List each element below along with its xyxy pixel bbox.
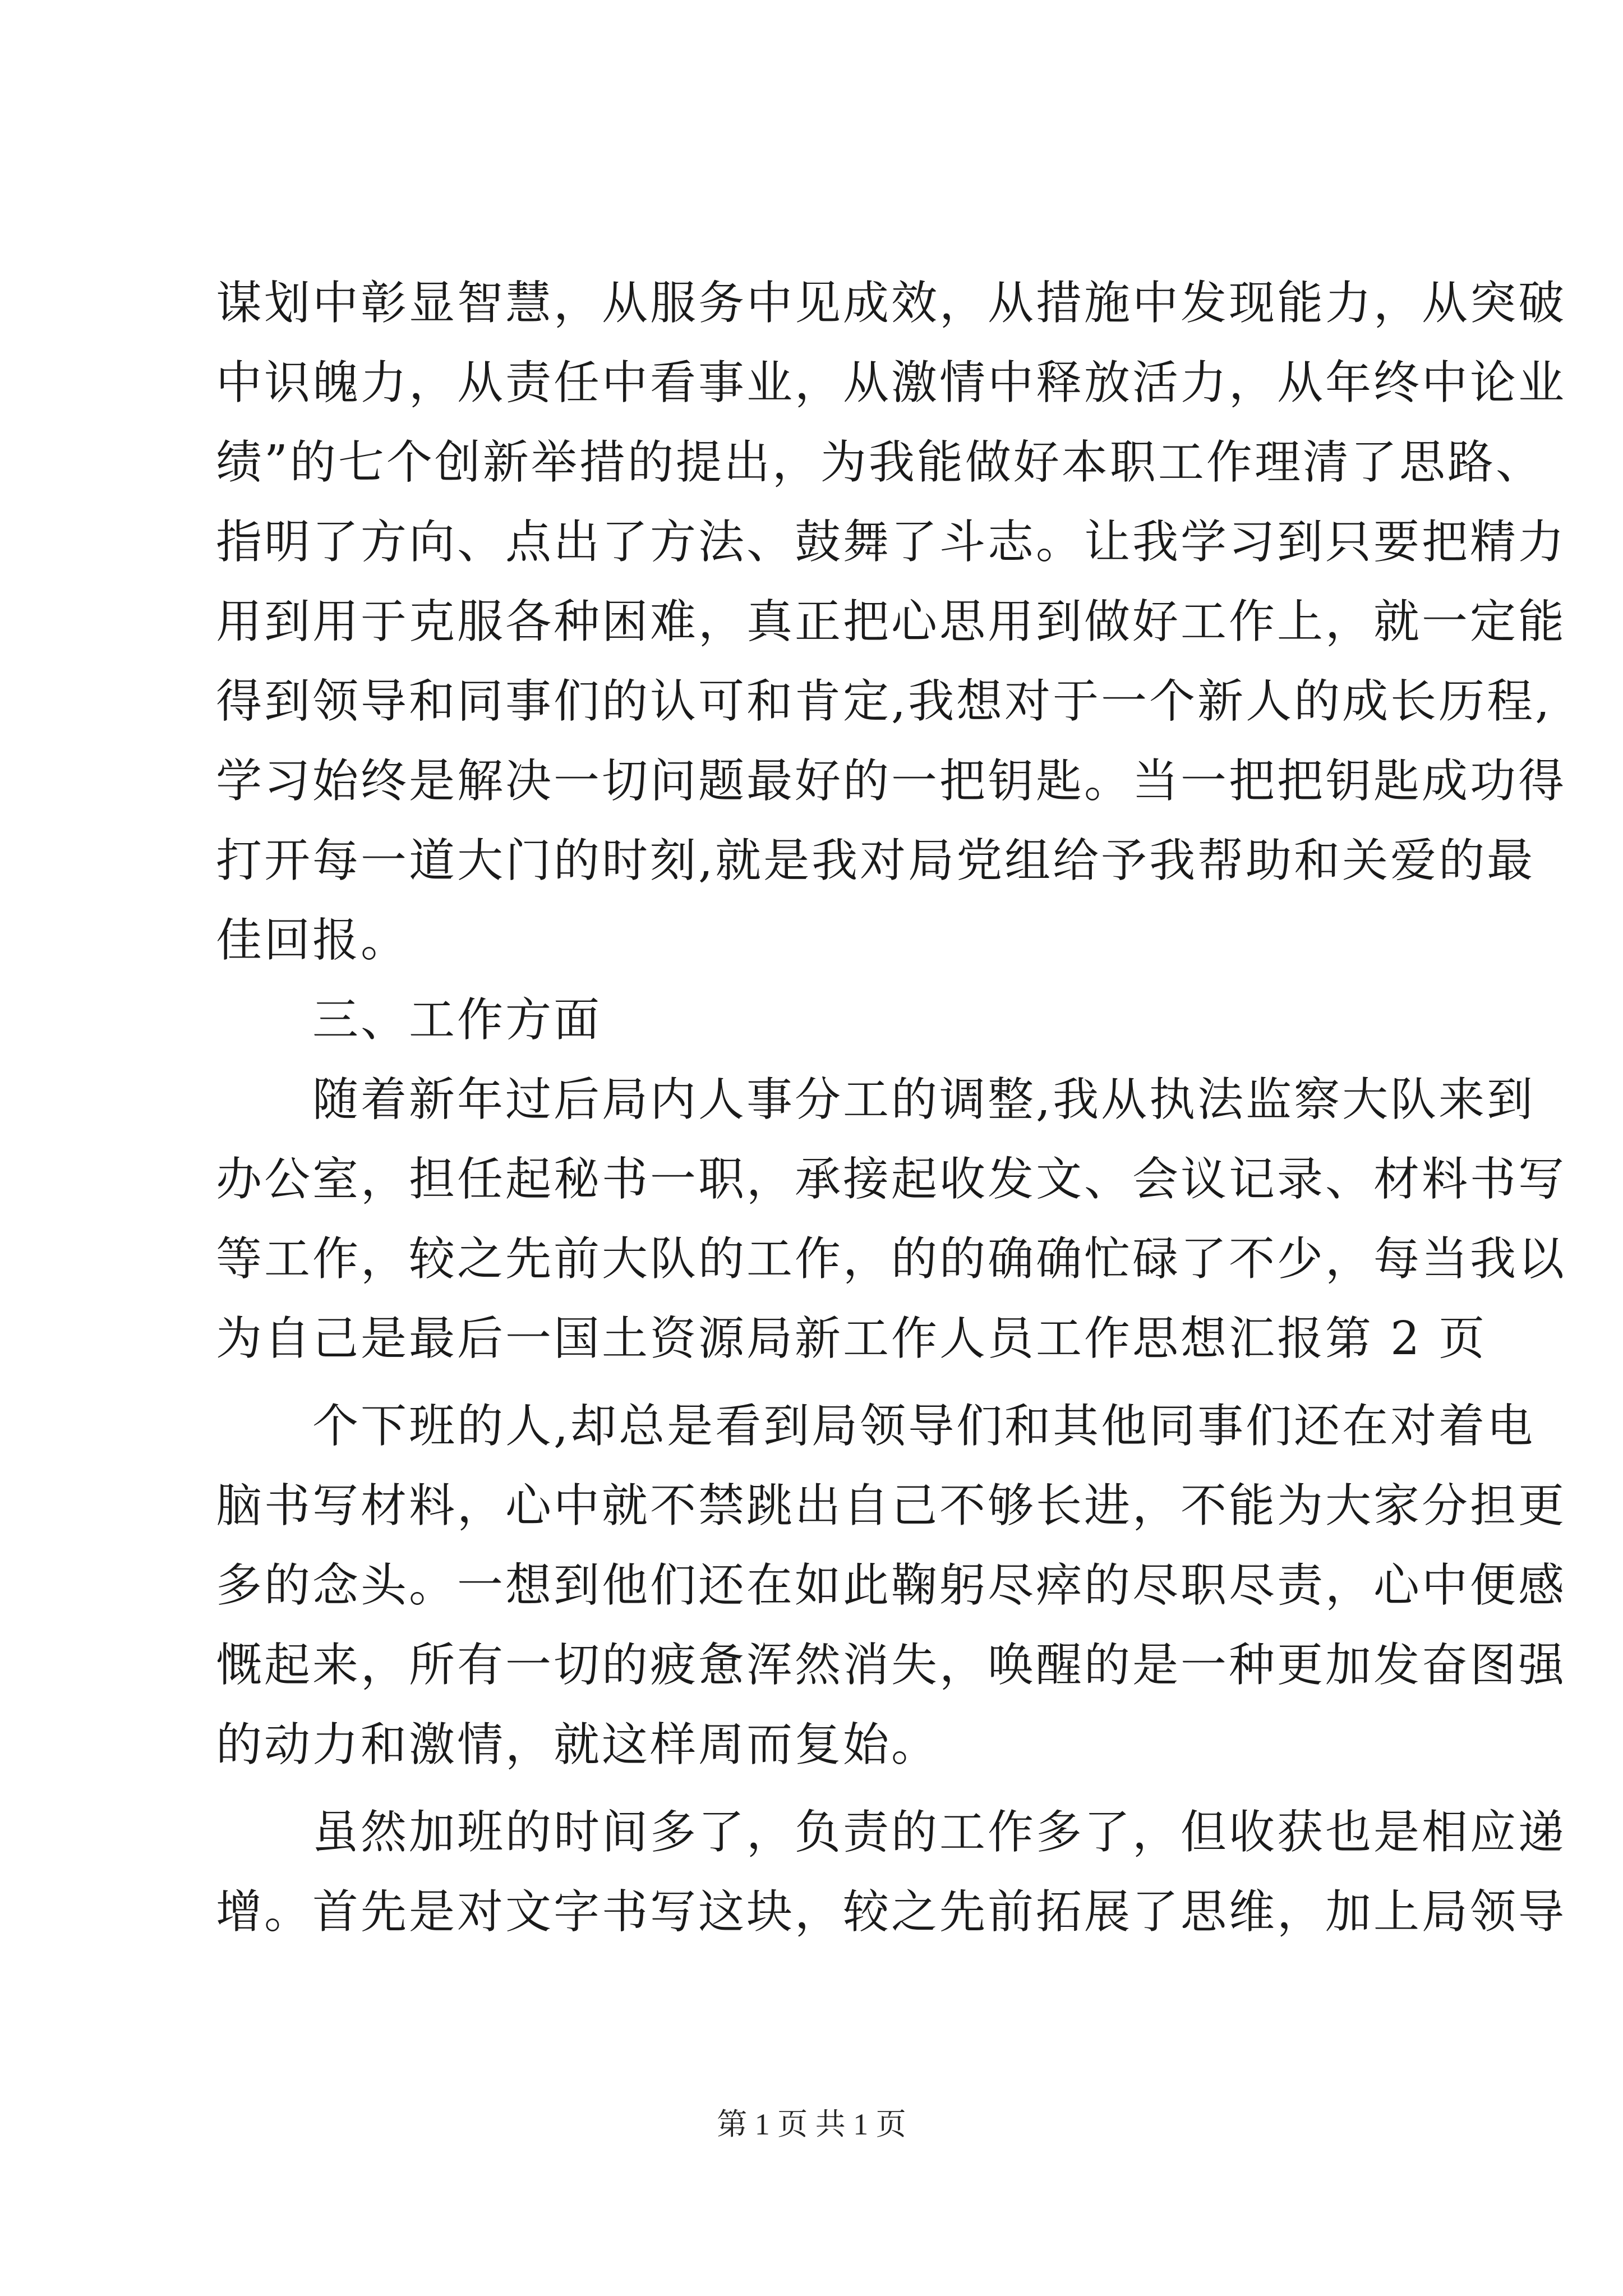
text-line: 谋划中彰显智慧，从服务中见成效，从措施中发现能力，从突破 [216,277,1567,330]
text-line: 办公室，担任起秘书一职，承接起收发文、会议记录、材料书写 [216,1153,1567,1206]
text-line: 绩”的七个创新举措的提出，为我能做好本职工作理清了思路、 [216,436,1544,489]
text-line: 佳回报。 [216,914,409,967]
text-line: 个下班的人,却总是看到局领导们和其他同事们还在对着电 [216,1400,1536,1453]
text-line: 打开每一道大门的时刻,就是我对局党组给予我帮助和关爱的最 [216,834,1536,887]
text-line: 脑书写材料，心中就不禁跳出自己不够长进，不能为大家分担更 [216,1479,1567,1533]
section-heading: 三、工作方面 [216,993,602,1047]
text-line: 中识魄力，从责任中看事业，从激情中释放活力，从年终中论业 [216,356,1567,409]
page-footer: 第 1 页 共 1 页 [717,2108,906,2141]
body-text [216,264,1567,1952]
text-line: 指明了方向、点出了方法、鼓舞了斗志。让我学习到只要把精力 [216,516,1567,569]
text-line: 增。首先是对文字书写这块，较之先前拓展了思维，加上局领导 [216,1885,1567,1939]
text-line: 用到用于克服各种困难，真正把心思用到做好工作上，就一定能 [216,595,1567,648]
text-line: 虽然加班的时间多了，负责的工作多了，但收获也是相应递 [216,1806,1567,1859]
text-line: 随着新年过后局内人事分工的调整,我从执法监察大队来到 [216,1073,1536,1126]
text-line: 的动力和激情，就这样周而复始。 [216,1718,940,1772]
text-line: 等工作，较之先前大队的工作，的的确确忙碌了不少，每当我以 [216,1232,1567,1286]
text-line: 慨起来，所有一切的疲惫浑然消失，唤醒的是一种更加发奋图强 [216,1639,1567,1692]
text-line: 得到领导和同事们的认可和肯定,我想对于一个新人的成长历程, [216,675,1552,728]
text-line: 学习始终是解决一切问题最好的一把钥匙。当一把把钥匙成功得 [216,754,1567,808]
text-line: 多的念头。一想到他们还在如此鞠躬尽瘁的尽职尽责，心中便感 [216,1559,1567,1612]
text-line: 为自己是最后一国土资源局新工作人员工作思想汇报第 2 页 [216,1312,1487,1365]
